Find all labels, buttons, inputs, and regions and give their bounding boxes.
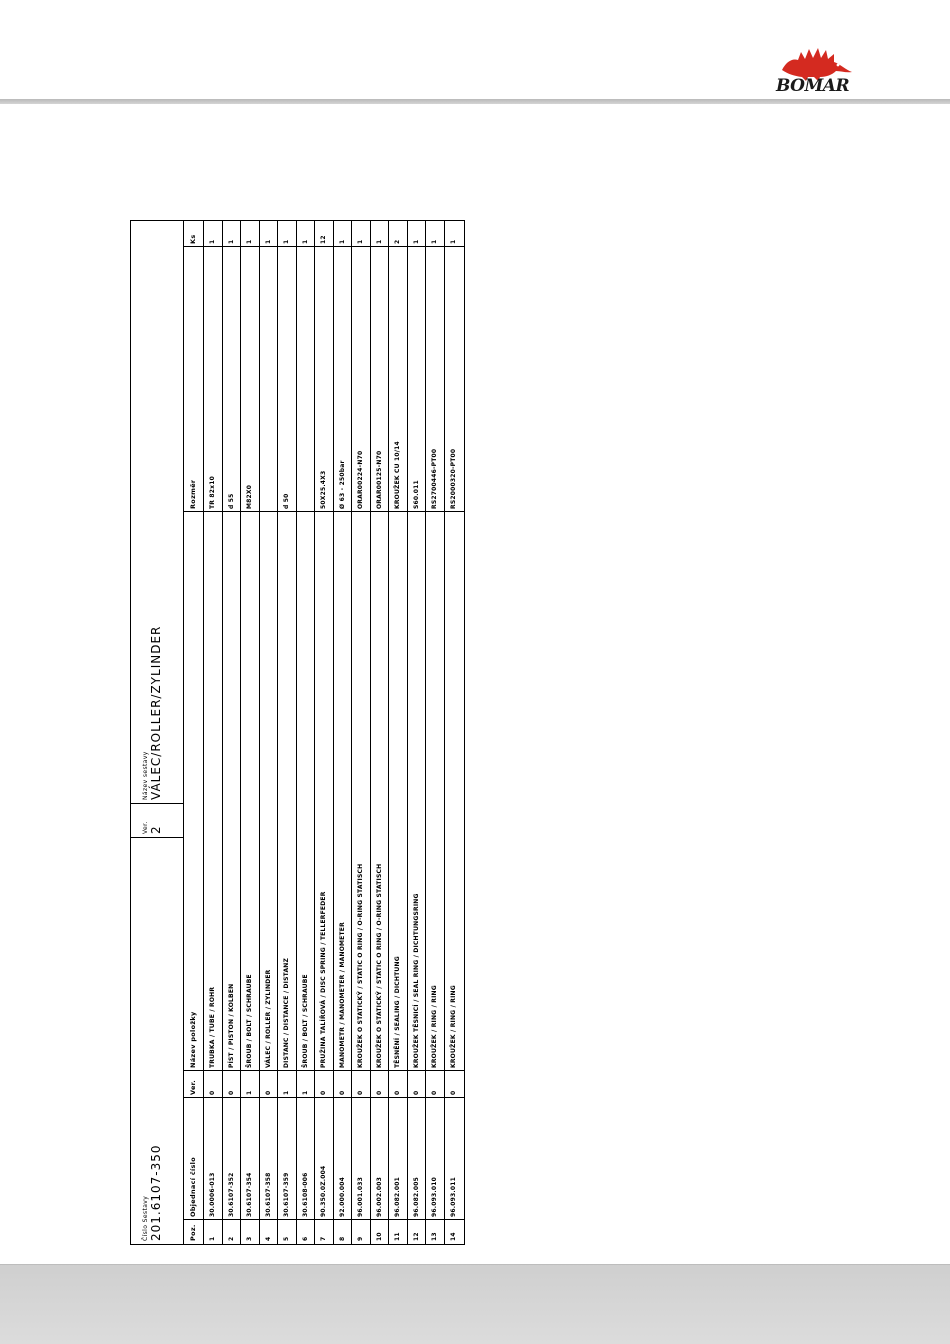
cell-quantity: 1 bbox=[301, 239, 309, 244]
col-divider bbox=[183, 1219, 465, 1220]
col-divider bbox=[183, 1070, 465, 1071]
cell-version: 0 bbox=[227, 1090, 235, 1095]
assembly-number-cell bbox=[131, 837, 183, 1244]
cell-version: 1 bbox=[283, 1090, 290, 1095]
cell-dimension: KROUŽEK CU 10/14 bbox=[394, 441, 401, 509]
cell-version: 0 bbox=[375, 1090, 383, 1095]
cell-position: 2 bbox=[227, 1236, 235, 1241]
table-row bbox=[407, 221, 425, 1244]
cell-order-number: 96.002.003 bbox=[375, 1177, 383, 1217]
cell-order-number: 96.082.005 bbox=[412, 1177, 420, 1217]
cell-dimension: 50X25.4X3 bbox=[320, 470, 327, 509]
table-row bbox=[240, 221, 258, 1244]
cell-position: 5 bbox=[283, 1236, 290, 1241]
cell-quantity: 1 bbox=[283, 239, 290, 244]
cell-quantity: 1 bbox=[264, 239, 272, 244]
col-position: Poz. bbox=[189, 1224, 197, 1241]
table-row bbox=[296, 221, 314, 1244]
parts-list-sheet bbox=[130, 220, 465, 1245]
cell-order-number: 30.6107-352 bbox=[227, 1172, 235, 1217]
cell-item-name: ŠROUB / BOLT / SCHRAUBE bbox=[301, 974, 309, 1068]
assembly-name-cell bbox=[131, 221, 183, 803]
col-divider bbox=[183, 246, 465, 247]
cell-version: 0 bbox=[394, 1090, 401, 1095]
cell-item-name: DISTANC / DISTANCE / DISTANZ bbox=[283, 957, 290, 1068]
cell-version: 0 bbox=[412, 1090, 420, 1095]
cell-order-number: 30.0006-013 bbox=[209, 1172, 216, 1217]
version-value: 2 bbox=[149, 825, 163, 834]
header-rule bbox=[0, 99, 950, 104]
cell-position: 3 bbox=[246, 1236, 253, 1241]
cell-position: 13 bbox=[431, 1232, 438, 1241]
cell-position: 8 bbox=[338, 1236, 346, 1241]
cell-order-number: 92.000.004 bbox=[338, 1177, 346, 1217]
cell-position: 9 bbox=[357, 1236, 364, 1241]
col-quantity: Ks bbox=[189, 234, 197, 244]
cell-item-name: TRUBKA / TUBE / ROHR bbox=[209, 986, 216, 1068]
cell-item-name: KROUŽEK TĚSNICÍ / SEAL RING / DICHTUNGSRING bbox=[412, 893, 420, 1068]
cell-version: 0 bbox=[357, 1090, 364, 1095]
cell-dimension: Ø 63 - 250bar bbox=[338, 460, 346, 509]
parts-list-table bbox=[130, 220, 465, 1245]
col-version: Ver. bbox=[189, 1079, 197, 1095]
col-item-name: Název položky bbox=[189, 1011, 197, 1068]
cell-quantity: 12 bbox=[320, 235, 327, 244]
cell-dimension bbox=[297, 247, 314, 512]
cell-position: 14 bbox=[449, 1232, 457, 1241]
cell-quantity: 1 bbox=[357, 239, 364, 244]
cell-dimension: ORAR00224-N70 bbox=[357, 450, 364, 509]
cell-item-name: PRUŽINA TALÍŘOVÁ / DISC SPRING / TELLERFEDER bbox=[320, 891, 327, 1068]
col-divider bbox=[183, 1097, 465, 1098]
cell-dimension: ORAR00125-N70 bbox=[375, 450, 383, 509]
cell-item-name: MANOMETR / MANOMETER / MANOMETER bbox=[338, 922, 346, 1068]
cell-item-name: KROUŽEK / RING / RING bbox=[431, 985, 438, 1068]
table-row bbox=[314, 221, 332, 1244]
assembly-name-value: VÁLEC/ROLLER/ZYLINDER bbox=[149, 625, 163, 800]
cell-quantity: 1 bbox=[412, 239, 420, 244]
cell-dimension: M82X0 bbox=[246, 484, 253, 509]
assembly-name-label: Název sestavy bbox=[142, 751, 149, 800]
table-row bbox=[388, 221, 406, 1244]
cell-position: 12 bbox=[412, 1232, 420, 1241]
assembly-number-label: Číslo Sestavy bbox=[142, 1195, 149, 1241]
cell-order-number: 90.350.0Z.004 bbox=[320, 1165, 327, 1217]
col-order-number: Objednací číslo bbox=[189, 1157, 197, 1217]
cell-position: 4 bbox=[264, 1236, 272, 1241]
cell-version: 0 bbox=[431, 1090, 438, 1095]
cell-dimension: RS2000320-PT00 bbox=[449, 448, 457, 509]
cell-dimension: RS2700446-PT00 bbox=[431, 448, 438, 509]
cell-order-number: 30.6108-006 bbox=[301, 1172, 309, 1217]
table-row bbox=[351, 221, 369, 1244]
cell-version: 0 bbox=[320, 1090, 327, 1095]
assembly-number-value: 201.6107-350 bbox=[149, 1144, 163, 1241]
table-row bbox=[259, 221, 277, 1244]
cell-dimension: d 50 bbox=[283, 493, 290, 509]
cell-position: 1 bbox=[209, 1236, 216, 1241]
cell-quantity: 1 bbox=[246, 239, 253, 244]
cell-item-name: KROUŽEK / RING / RING bbox=[449, 985, 457, 1068]
cell-version: 1 bbox=[301, 1090, 309, 1095]
cell-position: 11 bbox=[394, 1232, 401, 1241]
version-label: Ver. bbox=[142, 821, 149, 834]
footer-band bbox=[0, 1264, 950, 1344]
table-row bbox=[444, 221, 462, 1244]
cell-version: 0 bbox=[264, 1090, 272, 1095]
cell-item-name: ŠROUB / BOLT / SCHRAUBE bbox=[246, 974, 253, 1068]
cell-dimension: S60.011 bbox=[412, 480, 420, 509]
cell-item-name: VÁLEC / ROLLER / ZYLINDER bbox=[264, 969, 272, 1068]
cell-position: 6 bbox=[301, 1236, 309, 1241]
cell-item-name: KROUŽEK O STATICKÝ / STATIC O RING / O-RING STATISCH bbox=[357, 863, 364, 1068]
table-row bbox=[425, 221, 443, 1244]
cell-quantity: 1 bbox=[431, 239, 438, 244]
col-dimension: Rozměr bbox=[189, 479, 197, 509]
cell-item-name: KROUŽEK O STATICKÝ / STATIC O RING / O-RING STATISCH bbox=[375, 863, 383, 1068]
cell-order-number: 96.001.033 bbox=[357, 1177, 364, 1217]
cell-quantity: 2 bbox=[394, 239, 401, 244]
table-row bbox=[222, 221, 240, 1244]
bomar-logo bbox=[768, 40, 868, 96]
cell-order-number: 30.6107-359 bbox=[283, 1172, 290, 1217]
cell-dimension: d 55 bbox=[227, 493, 235, 509]
cell-item-name: PÍST / PISTON / KOLBEN bbox=[227, 983, 235, 1068]
cell-version: 1 bbox=[246, 1090, 253, 1095]
col-divider bbox=[183, 511, 465, 512]
footer-rule bbox=[0, 1264, 950, 1265]
cell-version: 0 bbox=[449, 1090, 457, 1095]
cell-order-number: 30.6107-358 bbox=[264, 1172, 272, 1217]
cell-position: 10 bbox=[375, 1232, 383, 1241]
cell-dimension: TR 82x10 bbox=[209, 476, 216, 509]
table-row bbox=[277, 221, 295, 1244]
cell-version: 0 bbox=[338, 1090, 346, 1095]
cell-position: 7 bbox=[320, 1236, 327, 1241]
cell-version: 0 bbox=[209, 1090, 216, 1095]
version-cell bbox=[131, 803, 183, 837]
cell-order-number: 96.093.010 bbox=[431, 1177, 438, 1217]
cell-order-number: 96.082.001 bbox=[394, 1177, 401, 1217]
sheet-header bbox=[131, 221, 184, 1244]
cell-quantity: 1 bbox=[227, 239, 235, 244]
cell-order-number: 96.093.011 bbox=[449, 1177, 457, 1217]
cell-quantity: 1 bbox=[338, 239, 346, 244]
brand-logotype: BOMAR bbox=[776, 76, 850, 96]
table-row bbox=[203, 221, 221, 1244]
cell-quantity: 1 bbox=[209, 239, 216, 244]
table-row bbox=[370, 221, 388, 1244]
cell-item-name: TĚSNĚNÍ / SEALING / DICHTUNG bbox=[394, 956, 401, 1068]
cell-quantity: 1 bbox=[449, 239, 457, 244]
table-header-row bbox=[183, 221, 203, 1244]
cell-quantity: 1 bbox=[375, 239, 383, 244]
table-row bbox=[333, 221, 351, 1244]
cell-dimension bbox=[260, 247, 277, 512]
cell-order-number: 30.6107-354 bbox=[246, 1172, 253, 1217]
